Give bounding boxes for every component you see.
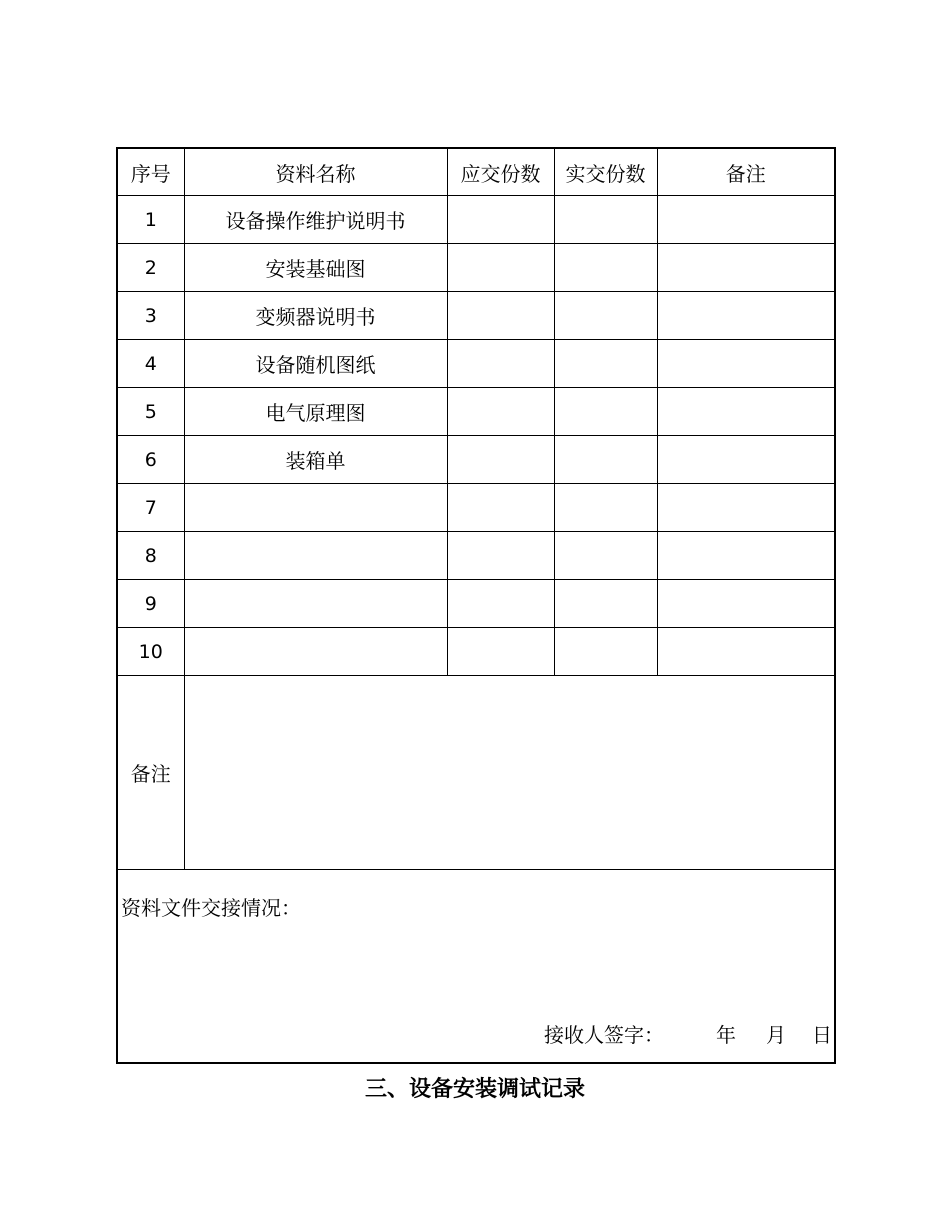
table-row xyxy=(117,484,835,532)
row-document-name: 设备操作维护说明书 xyxy=(184,196,447,244)
table-row xyxy=(117,244,835,292)
header-serial-number: 序号 xyxy=(117,148,184,196)
notes-row xyxy=(117,676,835,870)
row-document-name xyxy=(184,580,447,628)
row-remark xyxy=(657,580,835,628)
notes-label: 备注 xyxy=(117,676,184,870)
table-row xyxy=(117,388,835,436)
header-due-copies: 应交份数 xyxy=(447,148,554,196)
row-actual-copies xyxy=(554,388,657,436)
table-row xyxy=(117,532,835,580)
row-number: 8 xyxy=(117,532,184,580)
day-label: 日 xyxy=(812,1023,832,1047)
row-document-name: 安装基础图 xyxy=(184,244,447,292)
row-document-name: 设备随机图纸 xyxy=(184,340,447,388)
document-handover-table xyxy=(116,147,836,1064)
section-title: 三、设备安装调试记录 xyxy=(364,1076,585,1102)
row-remark xyxy=(657,436,835,484)
table-header-row xyxy=(117,148,835,196)
month-label: 月 xyxy=(766,1023,786,1047)
row-document-name xyxy=(184,484,447,532)
row-document-name: 变频器说明书 xyxy=(184,292,447,340)
receiver-signature-label: 接收人签字： xyxy=(544,1023,664,1047)
year-label: 年 xyxy=(716,1023,736,1047)
table-row xyxy=(117,436,835,484)
row-due-copies xyxy=(447,340,554,388)
row-actual-copies xyxy=(554,340,657,388)
row-number: 1 xyxy=(117,196,184,244)
row-number: 4 xyxy=(117,340,184,388)
row-number: 3 xyxy=(117,292,184,340)
header-actual-copies: 实交份数 xyxy=(554,148,657,196)
row-remark xyxy=(657,484,835,532)
notes-content xyxy=(184,676,835,870)
row-number: 5 xyxy=(117,388,184,436)
handover-row xyxy=(117,870,835,1064)
handover-status-label: 资料文件交接情况： xyxy=(121,896,301,920)
row-number: 9 xyxy=(117,580,184,628)
row-remark xyxy=(657,628,835,676)
row-due-copies xyxy=(447,580,554,628)
row-actual-copies xyxy=(554,580,657,628)
signature-line xyxy=(544,1019,832,1048)
table-row xyxy=(117,340,835,388)
row-number: 7 xyxy=(117,484,184,532)
row-remark xyxy=(657,292,835,340)
row-due-copies xyxy=(447,244,554,292)
row-due-copies xyxy=(447,628,554,676)
header-remarks: 备注 xyxy=(657,148,835,196)
row-actual-copies xyxy=(554,484,657,532)
row-remark xyxy=(657,196,835,244)
table-row xyxy=(117,292,835,340)
row-actual-copies xyxy=(554,292,657,340)
row-document-name xyxy=(184,628,447,676)
row-due-copies xyxy=(447,292,554,340)
row-document-name: 装箱单 xyxy=(184,436,447,484)
row-due-copies xyxy=(447,388,554,436)
row-remark xyxy=(657,244,835,292)
row-remark xyxy=(657,340,835,388)
row-actual-copies xyxy=(554,244,657,292)
table-row xyxy=(117,628,835,676)
table-row xyxy=(117,196,835,244)
row-number: 2 xyxy=(117,244,184,292)
row-due-copies xyxy=(447,196,554,244)
row-number: 6 xyxy=(117,436,184,484)
handover-cell xyxy=(117,870,835,1064)
row-number: 10 xyxy=(117,628,184,676)
row-due-copies xyxy=(447,484,554,532)
row-actual-copies xyxy=(554,196,657,244)
row-actual-copies xyxy=(554,628,657,676)
header-document-name: 资料名称 xyxy=(184,148,447,196)
row-remark xyxy=(657,388,835,436)
row-document-name xyxy=(184,532,447,580)
row-actual-copies xyxy=(554,436,657,484)
row-document-name: 电气原理图 xyxy=(184,388,447,436)
row-remark xyxy=(657,532,835,580)
row-due-copies xyxy=(447,532,554,580)
row-due-copies xyxy=(447,436,554,484)
table-row xyxy=(117,580,835,628)
row-actual-copies xyxy=(554,532,657,580)
